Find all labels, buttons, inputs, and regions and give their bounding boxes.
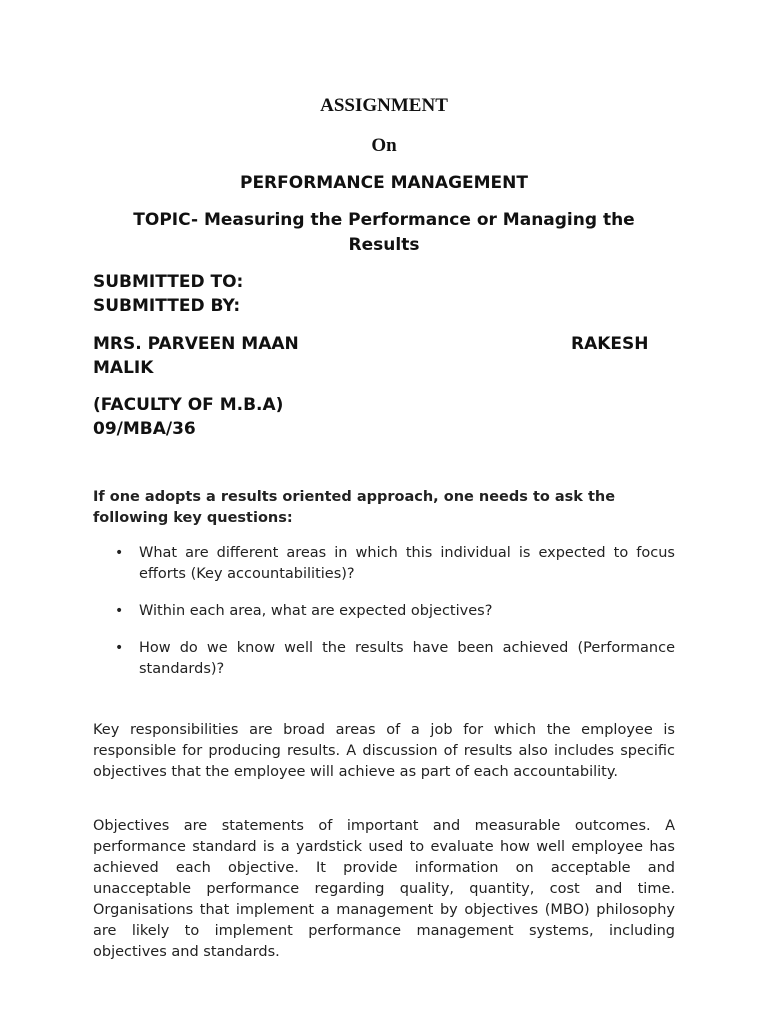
bullet-icon: • [115,640,124,656]
bullet-icon: • [115,603,124,619]
on-heading: On [371,135,397,156]
intro-question-text: If one adopts a results oriented approach, one needs to ask the following key questions: [93,489,616,526]
paragraph-objectives: Objectives are statements of important and measurable outcomes. A performance standard is a yardstick used to evaluate how well employee has achieved each objective. It provide information on acceptable and unacceptable performance regarding quality, quantity, cost and time. Organisations that implement a management by objectives (MBO) philosophy are likely to implement performance management systems, including objectives and standards. [93,818,675,960]
bullet-icon: • [115,545,124,561]
key-questions-list [93,543,675,696]
student-first-name: RAKESH [571,334,649,354]
list-item-text: What are different areas in which this individual is expected to focus efforts (Key accountabilities)? [139,545,675,582]
topic-heading: TOPIC- Measuring the Performance or Managing the Results [133,210,635,255]
paragraph-key-responsibilities: Key responsibilities are broad areas of a job for which the employee is responsible for producing results. A discussion of results also includes specific objectives that the employee will achieve as part of each accountability. [93,722,675,780]
submitted-to-label: SUBMITTED TO: [93,272,244,292]
list-item-text: Within each area, what are expected objectives? [139,603,493,619]
submitted-by-label: SUBMITTED BY: [93,296,241,316]
subject-heading: PERFORMANCE MANAGEMENT [239,173,528,193]
teacher-name: MRS. PARVEEN MAAN [93,334,299,354]
assignment-heading: ASSIGNMENT [320,95,448,116]
list-item [93,601,675,622]
roll-number: 09/MBA/36 [93,419,196,439]
student-last-name: MALIK [93,358,154,378]
list-item-text: How do we know well the results have been achieved (Performance standards)? [139,640,675,677]
teacher-role: (FACULTY OF M.B.A) [93,395,284,415]
list-item [93,638,675,680]
list-item [93,543,675,585]
